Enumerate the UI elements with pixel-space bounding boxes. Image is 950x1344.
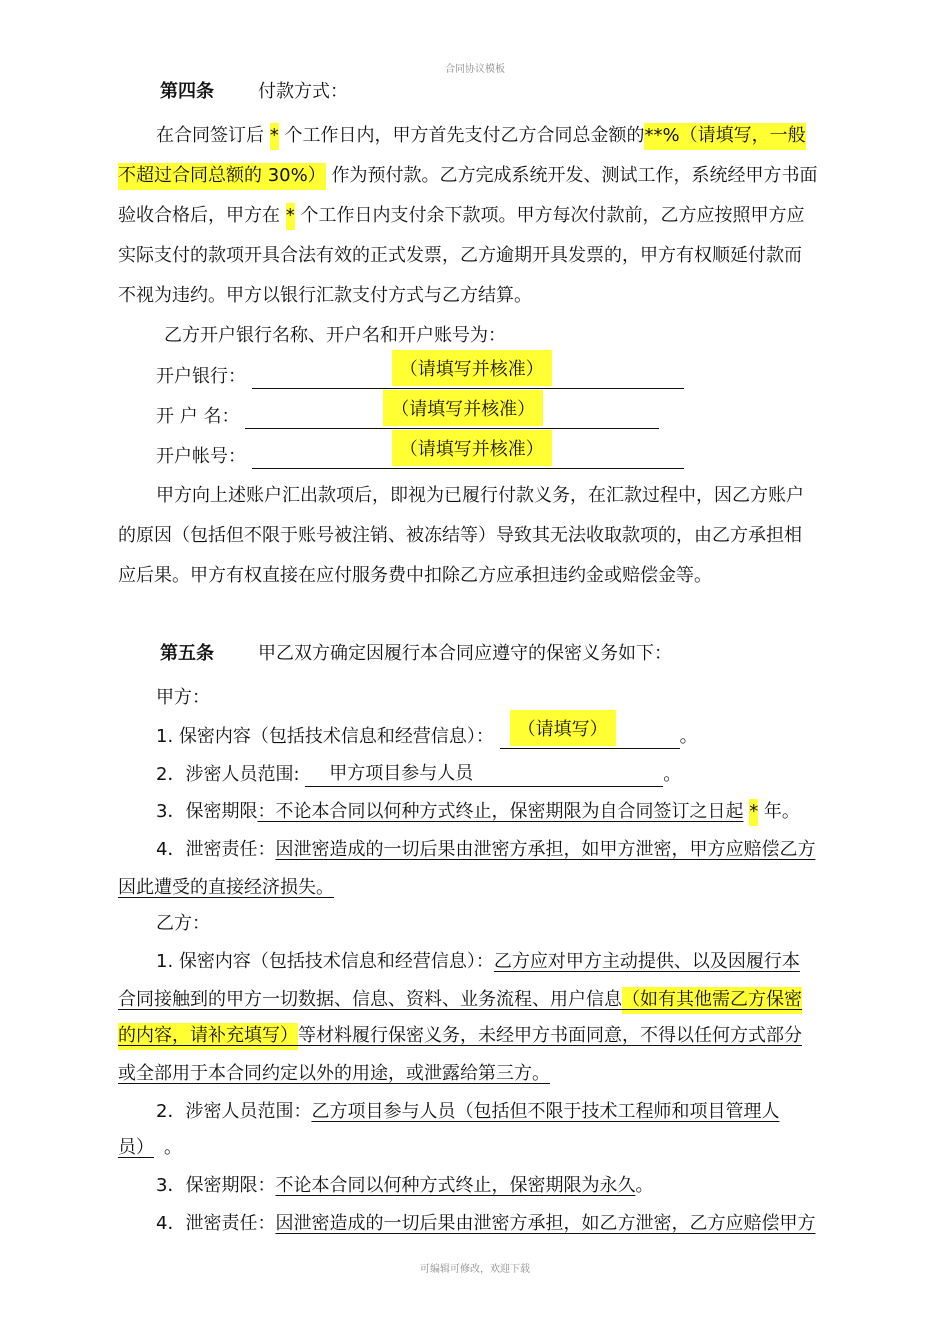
fill-star[interactable]: *	[270, 123, 279, 150]
account-number-field[interactable]	[252, 439, 684, 469]
fill-percent-cont[interactable]: 不超过合同总额的 30%）	[118, 163, 326, 190]
party-b-item-1-cont: 的内容，请补充填写）等材料履行保密义务，未经甲方书面同意，不得以任何方式部分	[118, 1024, 802, 1048]
bank-name-row	[156, 359, 684, 389]
paragraph-line: 在合同签订后 * 个工作日内，甲方首先支付乙方合同总金额的**%（请填写，一般	[156, 124, 806, 148]
fill-star[interactable]: *	[286, 203, 295, 230]
party-b-item-3: 3．保密期限：不论本合同以何种方式终止，保密期限为永久。	[156, 1175, 654, 1196]
paragraph-line: 甲方向上述账户汇出款项后，即视为已履行付款义务，在汇款过程中，因乙方账户	[156, 485, 804, 506]
personnel-scope-field[interactable]: 甲方项目参与人员	[305, 762, 663, 787]
article-5-heading	[160, 642, 672, 666]
article-number: 第四条	[160, 81, 214, 102]
page-footer: 可编辑可修改，欢迎下载	[420, 1264, 530, 1275]
party-b-item-2-cont: 员） 。	[118, 1137, 182, 1158]
page-header: 合同协议模板	[445, 64, 505, 75]
account-number-label: 开户帐号：	[156, 446, 246, 467]
party-b-item-2: 2．涉密人员范围：乙方项目参与人员（包括但不限于技术工程师和项目管理人	[156, 1101, 780, 1122]
party-a-item-4-cont: 因此遭受的直接经济损失。	[118, 877, 334, 898]
party-b-item-1-cont: 或全部用于本合同约定以外的用途，或泄露给第三方。	[118, 1063, 550, 1084]
party-b-item-1-cont: 合同接触到的甲方一切数据、信息、资料、业务流程、用户信息（如有其他需乙方保密	[118, 988, 802, 1012]
article-number: 第五条	[160, 643, 214, 664]
article-4-heading	[160, 80, 348, 104]
article-title: 付款方式：	[258, 81, 348, 102]
party-a-label: 甲方：	[156, 687, 210, 708]
party-a-item-2: 2．涉密人员范围: 甲方项目参与人员 。	[156, 763, 682, 785]
paragraph-line: 实际支付的款项开具合法有效的正式发票，乙方逾期开具发票的，甲方有权顺延付款而	[118, 245, 802, 266]
paragraph-line: 的原因（包括但不限于账号被注销、被冻结等）导致其无法收取款项的，由乙方承担相	[118, 525, 802, 546]
paragraph-line: 不超过合同总额的 30%） 作为预付款。乙方完成系统开发、测试工作，系统经甲方书面	[118, 164, 817, 188]
party-a-item-1: 1. 保密内容（包括技术信息和经营信息）： （请填写） 。	[156, 724, 698, 749]
confidential-content-field[interactable]	[500, 719, 680, 749]
account-number-row	[156, 439, 684, 469]
fill-hint[interactable]: （如有其他需乙方保密	[622, 987, 802, 1014]
party-a-item-4: 4．泄密责任：因泄密造成的一切后果由泄密方承担，如甲方泄密，甲方应赔偿乙方	[156, 839, 816, 860]
party-b-item-1: 1. 保密内容（包括技术信息和经营信息）：乙方应对甲方主动提供、以及因履行本	[156, 951, 800, 972]
party-b-item-4: 4．泄密责任：因泄密造成的一切后果由泄密方承担，如乙方泄密，乙方应赔偿甲方	[156, 1213, 816, 1234]
bank-intro: 乙方开户银行名称、开户名和开户账号为：	[164, 325, 506, 346]
bank-name-field[interactable]	[252, 359, 684, 389]
fill-hint: （请填写并核准）	[392, 350, 552, 386]
article-title: 甲乙双方确定因履行本合同应遵守的保密义务如下：	[258, 643, 672, 664]
fill-hint: （请填写并核准）	[392, 430, 552, 466]
party-b-label: 乙方：	[156, 913, 210, 934]
paragraph-line: 不视为违约。甲方以银行汇款支付方式与乙方结算。	[118, 285, 532, 306]
account-name-row	[156, 399, 659, 429]
party-a-item-3: 3．保密期限：不论本合同以何种方式终止，保密期限为自合同签订之日起 * 年。	[156, 800, 800, 824]
bank-label: 开户银行：	[156, 366, 246, 387]
paragraph-line: 验收合格后，甲方在 * 个工作日内支付余下款项。甲方每次付款前，乙方应按照甲方应	[118, 204, 804, 228]
fill-hint: （请填写）	[510, 710, 616, 746]
fill-hint: （请填写并核准）	[383, 390, 543, 426]
account-name-field[interactable]	[245, 399, 659, 429]
fill-star[interactable]: *	[749, 799, 758, 826]
fill-hint[interactable]: 的内容，请补充填写）	[118, 1023, 298, 1050]
fill-percent[interactable]: **%（请填写，一般	[644, 123, 805, 150]
paragraph-line: 应后果。甲方有权直接在应付服务费中扣除乙方应承担违约金或赔偿金等。	[118, 565, 712, 586]
account-name-label: 开 户 名：	[156, 406, 240, 427]
